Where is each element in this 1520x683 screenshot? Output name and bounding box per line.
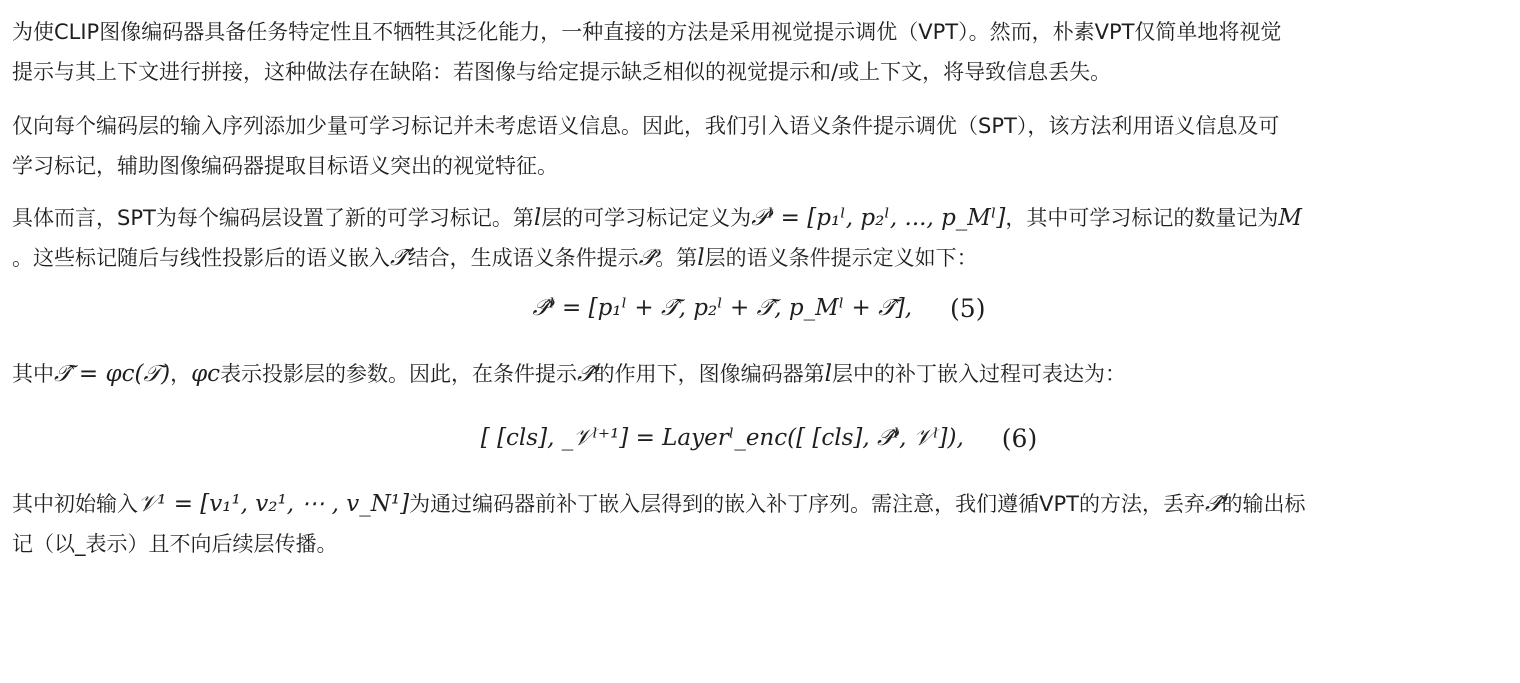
text-segment: 的输出标 xyxy=(1221,492,1306,516)
paragraph-3 xyxy=(12,198,1506,278)
paragraph-5 xyxy=(12,484,1506,564)
math-phi: φc xyxy=(191,361,221,387)
paragraph-1-line-2: 提示与其上下文进行拼接，这种做法存在缺陷：若图像与给定提示缺乏相似的视觉提示和/或上下文，将导致信息丢失。 xyxy=(12,60,1112,84)
math-P-hat: 𝒫̂ xyxy=(1204,491,1222,517)
paragraph-2 xyxy=(12,106,1506,186)
math-V-definition: 𝒱¹ = [v₁¹, v₂¹, ⋯ , v_N¹] xyxy=(138,491,410,517)
text-segment: 其中 xyxy=(12,362,54,386)
paragraph-4 xyxy=(12,354,1506,394)
math-P-hat: 𝒫̂ xyxy=(638,245,656,271)
paragraph-3-line-1 xyxy=(12,198,1506,238)
text-segment: 结合，生成语义条件提示 xyxy=(407,246,639,270)
text-segment: 表示投影层的参数。因此，在条件提示 xyxy=(220,362,578,386)
paragraph-2-line-1: 仅向每个编码层的输入序列添加少量可学习标记并未考虑语义信息。因此，我们引入语义条件提示调优（SPT），该方法利用语义信息及可 xyxy=(12,114,1280,138)
text-segment: 为通过编码器前补丁嵌入层得到的嵌入补丁序列。需注意，我们遵循VPT的方法，丢弃 xyxy=(409,492,1205,516)
math-M: M xyxy=(1278,205,1302,231)
equation-6 xyxy=(12,408,1506,468)
math-prompt-definition: 𝒫ˡ = [p₁ˡ, p₂ˡ, ..., p_Mˡ] xyxy=(751,205,1006,231)
text-segment: 其中初始输入 xyxy=(12,492,138,516)
math-T-definition: 𝒯̂ = φc(𝒯) xyxy=(54,361,171,387)
equation-5-body: 𝒫̂ˡ = [p₁ˡ + 𝒯̂, p₂ˡ + 𝒯̂, p_Mˡ + 𝒯̂], xyxy=(532,295,913,321)
paragraph-3-line-2 xyxy=(12,238,1506,278)
text-segment: ，其中可学习标记的数量记为 xyxy=(1005,206,1279,230)
equation-6-number: (6) xyxy=(1001,423,1038,453)
text-segment: 层中的补丁嵌入过程可表达为： xyxy=(832,362,1127,386)
text-segment: 。第 xyxy=(655,246,698,270)
text-segment: 具体而言，SPT为每个编码层设置了新的可学习标记。第 xyxy=(12,206,534,230)
text-segment: 的作用下，图像编码器第 xyxy=(593,362,825,386)
math-l: l xyxy=(533,205,542,231)
math-l: l xyxy=(697,245,705,271)
paragraph-1-line-1: 为使CLIP图像编码器具备任务特定性且不牺牲其泛化能力，一种直接的方法是采用视觉提示调优（VPT）。然而，朴素VPT仅简单地将视觉 xyxy=(12,20,1282,44)
text-segment: 。这些标记随后与线性投影后的语义嵌入 xyxy=(12,246,390,270)
paragraph-2-line-2: 学习标记，辅助图像编码器提取目标语义突出的视觉特征。 xyxy=(12,154,558,178)
math-T-hat: 𝒯̂ xyxy=(390,245,408,271)
text-segment: 层的语义条件提示定义如下： xyxy=(704,246,978,270)
equation-6-body: [ [cls], _𝒱ˡ⁺¹] = Layerˡ_enc([ [cls], 𝒫̂ˡ, 𝒱ˡ]), xyxy=(480,425,964,451)
paragraph-5-line-1 xyxy=(12,484,1506,524)
equation-5-number: (5) xyxy=(950,293,986,323)
math-l: l xyxy=(824,361,833,387)
text-segment: ， xyxy=(170,362,192,386)
math-P-hat: 𝒫̂ xyxy=(577,361,594,387)
paragraph-1 xyxy=(12,0,1506,92)
paragraph-5-line-2: 记（以_表示）且不向后续层传播。 xyxy=(12,532,338,556)
paragraph-4-line-1 xyxy=(12,354,1506,394)
text-segment: 层的可学习标记定义为 xyxy=(541,206,752,230)
equation-5 xyxy=(12,278,1506,338)
